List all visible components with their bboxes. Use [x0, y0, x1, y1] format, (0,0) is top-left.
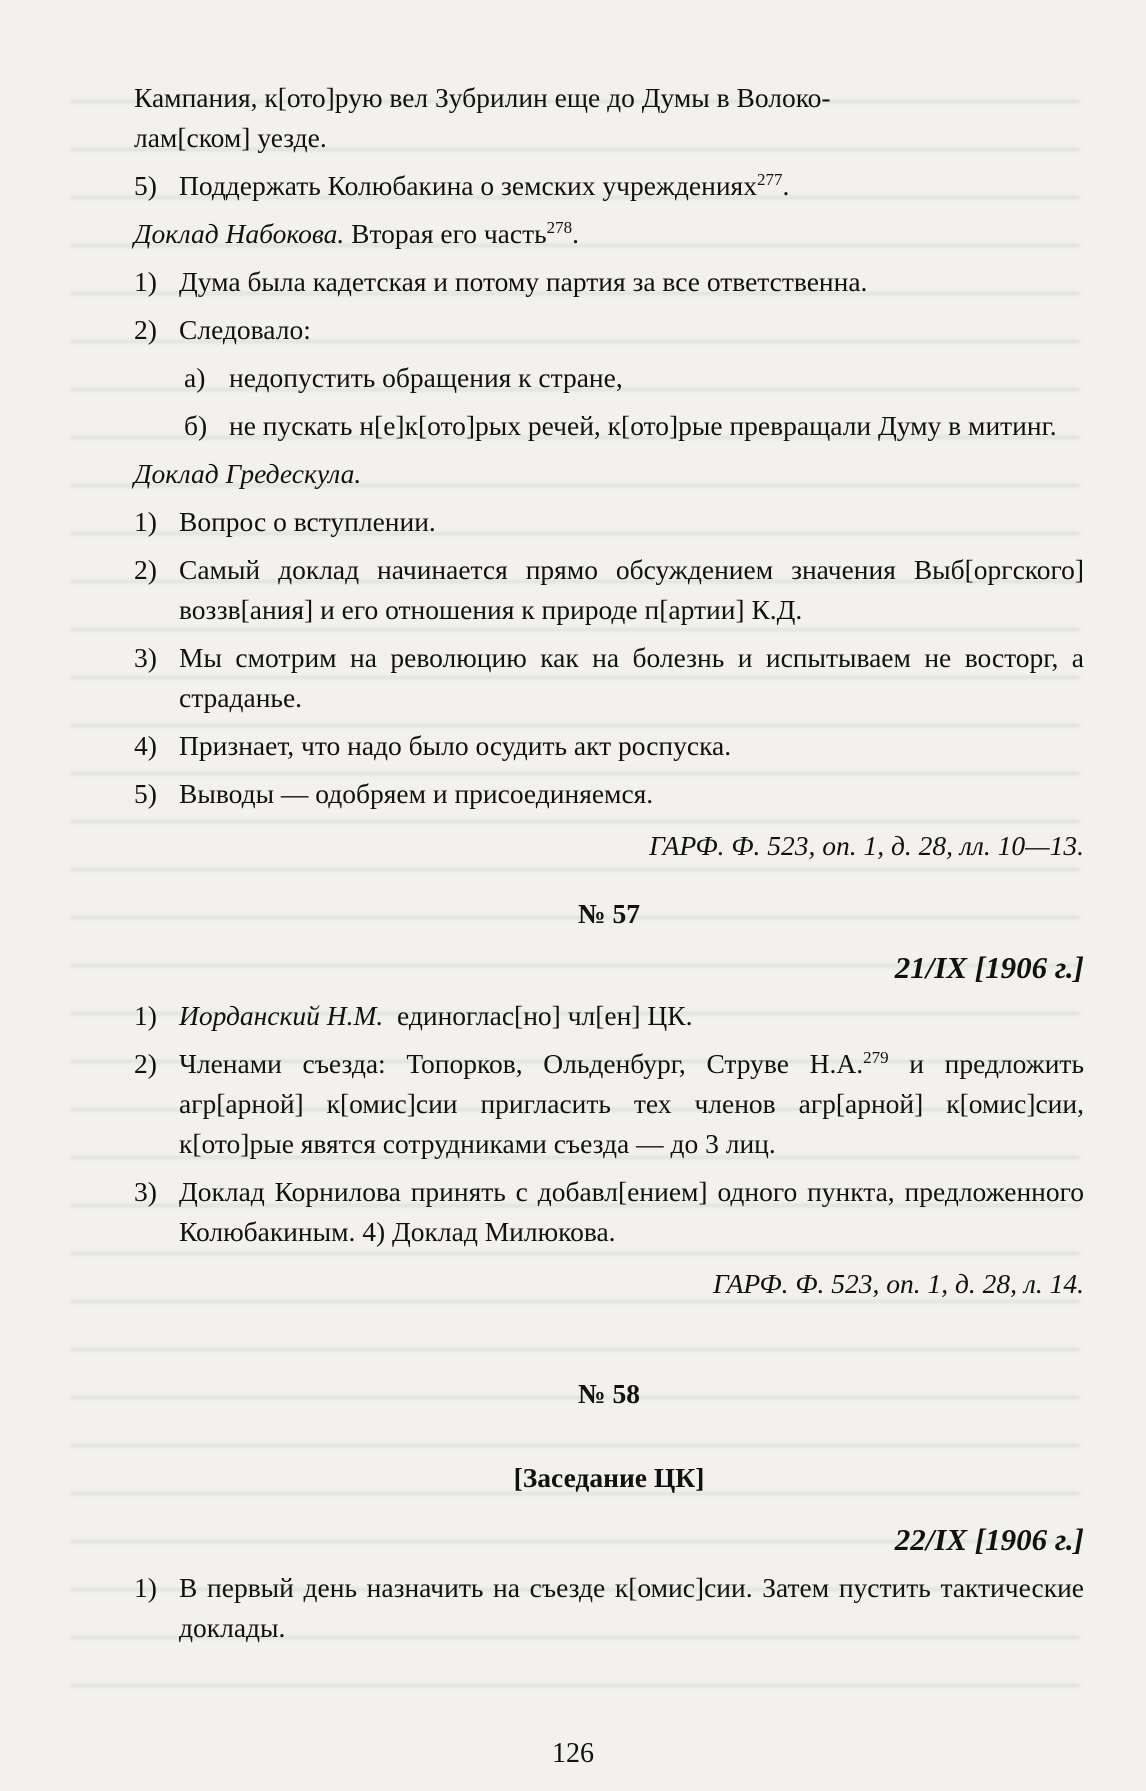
list-item: 2) Следовало: [134, 314, 311, 345]
list-item: 1) Иорданский Н.М. единоглас[но] чл[ен] ЦК. [134, 1000, 693, 1031]
paragraph-campaign: Кампания, к[ото]рую вел Зубрилин еще до Думы в Волоко- лам[ском] уезде. [134, 82, 831, 153]
document-date: 22/IX [1906 г.] [894, 1522, 1084, 1557]
list-item: 2) Членами съезда: Топорков, Ольденбург, Струве Н.А.$^{279}$ и предложить агр[арной] к[омис]сии пригласить тех членов агр[арной] к[омис]сии, к[ото]рые явятся сотрудниками съезда — до 3 лиц. [134, 1047, 1084, 1159]
list-item: 1) В первый день назначить на съезде к[омис]сии. Затем пустить тактические доклады. [134, 1572, 1084, 1643]
document-date: 21/IX [1906 г.] [894, 950, 1084, 985]
document-body [134, 78, 1084, 1648]
document-number: № 57 [577, 898, 640, 929]
list-item: 3) Мы смотрим на революцию как на болезнь и испытываем не восторг, а страданье. [134, 642, 1084, 713]
sub-list-item: а) недопустить обращения к стране, [184, 362, 623, 393]
list-item: 3) Доклад Корнилова принять с добавл[ением] одного пункта, предложенного Колюбакиным. 4) Доклад Милюкова. [134, 1176, 1084, 1247]
session-title: [Заседание ЦК] [513, 1462, 705, 1493]
archive-citation: ГАРФ. Ф. 523, оп. 1, д. 28, л. 14. [713, 1268, 1084, 1299]
list-item: 1) Дума была кадетская и потому партия за все ответственна. [134, 266, 868, 297]
section-heading-gredeskul: Доклад Гредескула. [134, 458, 362, 489]
sub-list-item: б) не пускать н[е]к[ото]рых речей, к[ото]рые превращали Думу в митинг. [184, 410, 1057, 441]
list-item: 4) Признает, что надо было осудить акт роспуска. [134, 730, 732, 761]
list-item: 5) Выводы — одобряем и присоединяемся. [134, 778, 654, 809]
list-item: 1) Вопрос о вступлении. [134, 506, 436, 537]
archive-citation: ГАРФ. Ф. 523, оп. 1, д. 28, лл. 10—13. [649, 830, 1084, 861]
page-number: 126 [552, 1738, 594, 1769]
document-number: № 58 [577, 1378, 640, 1409]
list-item: 2) Самый доклад начинается прямо обсуждением значения Выб[оргского] воззв[ания] и его отношения к природе п[артии] К.Д. [134, 554, 1084, 625]
section-heading-nabokov: Доклад Набокова. Вторая его часть$^{278}$. [134, 217, 580, 249]
list-item: 5) Поддержать Колюбакина о земских учреждениях$^{277}$. [134, 169, 790, 201]
